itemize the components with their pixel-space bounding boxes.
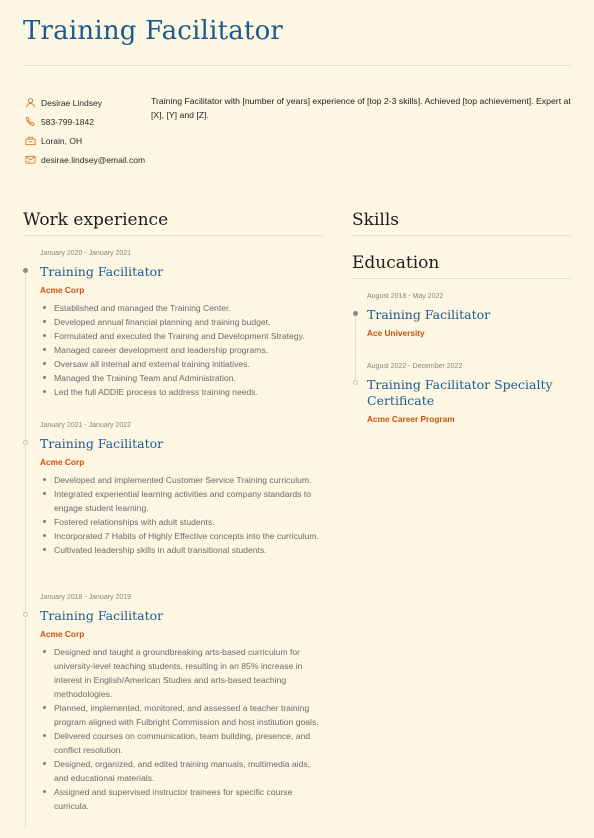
work-entry-title: Training Facilitator — [40, 264, 164, 279]
timeline-dot-current — [353, 311, 358, 316]
timeline-dot — [23, 612, 28, 617]
education-entry-school: Acme Career Program — [367, 414, 455, 424]
list-item: Cultivated leadership skills in adult transitional students. — [40, 543, 325, 557]
education-divider — [352, 278, 571, 279]
education-heading: Education — [352, 253, 440, 273]
education-entry-title: Training Facilitator Specialty Certificate — [367, 377, 553, 408]
work-entry-date: January 2021 - January 2022 — [40, 422, 132, 429]
work-entry-title: Training Facilitator — [40, 436, 164, 451]
contact-list — [25, 93, 155, 169]
list-item: Delivered courses on communication, team building, presence, and conflict resolution. — [40, 729, 325, 757]
work-entry-1 — [40, 250, 325, 399]
list-item: Managed career development and leadership programs. — [40, 343, 325, 357]
contact-location-text: Lorain, OH — [41, 135, 83, 146]
work-divider — [23, 235, 323, 236]
list-item: Designed, organized, and edited training manuals, multimedia aids, and educational materials. — [40, 757, 325, 785]
contact-email-text[interactable]: desirae.lindsey@email.com — [41, 154, 146, 165]
work-entry-company: Acme Corp — [40, 629, 85, 639]
list-item: Developed and implemented Customer Service Training curriculum. — [40, 473, 325, 487]
work-entry-title: Training Facilitator — [40, 608, 164, 623]
work-entry-bullets — [40, 473, 325, 557]
person-icon — [25, 97, 36, 108]
list-item: Developed annual financial planning and training budget. — [40, 315, 325, 329]
list-item: Managed the Training Team and Administration. — [40, 371, 325, 385]
timeline-dot-current — [23, 268, 28, 273]
work-entry-date: January 2020 - January 2021 — [40, 250, 132, 257]
education-entry-date: August 2022 - December 2022 — [367, 363, 463, 370]
list-item: Planned, implemented, monitored, and assessed a teacher training program aligned with Fulbright Commission and host institution goals. — [40, 701, 325, 729]
work-entry-company: Acme Corp — [40, 285, 85, 295]
list-item: Established and managed the Training Center. — [40, 301, 325, 315]
list-item: Integrated experiential learning activities and company standards to engage student learning. — [40, 487, 325, 515]
summary: Training Facilitator with [number of years] experience of [top 2-3 skills]. Achieved [top achievement]. Expert at [X], [Y] and [Z]. — [151, 96, 571, 120]
contact-phone — [25, 112, 155, 131]
work-entry-company: Acme Corp — [40, 457, 85, 467]
contact-phone-text: 583-799-1842 — [41, 116, 94, 127]
education-entry-1 — [367, 293, 572, 338]
resume-title: Training Facilitator — [23, 16, 284, 46]
education-entry-date: August 2018 - May 2022 — [367, 293, 444, 300]
education-entry-school: Ace University — [367, 328, 425, 338]
skills-divider — [352, 235, 571, 236]
email-icon — [25, 154, 36, 165]
contact-location — [25, 131, 155, 150]
education-timeline — [355, 313, 356, 385]
list-item: Led the full ADDIE process to address training needs. — [40, 385, 325, 399]
work-entry-3 — [40, 594, 325, 813]
work-entry-2 — [40, 422, 325, 557]
location-icon — [25, 135, 36, 146]
education-entry-title: Training Facilitator — [367, 307, 491, 322]
contact-email — [25, 150, 155, 169]
contact-name — [25, 93, 155, 112]
work-entry-date: January 2018 - January 2019 — [40, 594, 132, 601]
work-timeline — [25, 268, 26, 828]
work-entry-bullets — [40, 301, 325, 399]
timeline-dot — [353, 380, 358, 385]
education-entry-2 — [367, 363, 572, 424]
timeline-dot — [23, 440, 28, 445]
phone-icon — [25, 116, 36, 127]
work-entry-bullets — [40, 645, 325, 813]
list-item: Incorporated 7 Habits of Highly Effective concepts into the curriculum. — [40, 529, 325, 543]
list-item: Formulated and executed the Training and Development Strategy. — [40, 329, 325, 343]
work-experience-heading: Work experience — [23, 210, 169, 230]
skills-heading: Skills — [352, 210, 399, 230]
list-item: Designed and taught a groundbreaking arts-based curriculum for university-level teaching students, resulting in an 85% increase in interest in English/American Studies and arts-based teaching methodologies. — [40, 645, 325, 701]
header-divider — [23, 65, 571, 66]
list-item: Fostered relationships with adult students. — [40, 515, 325, 529]
list-item: Oversaw all internal and external training initiatives. — [40, 357, 325, 371]
list-item: Assigned and supervised instructor trainees for specific course curricula. — [40, 785, 325, 813]
contact-name-text: Desirae Lindsey — [41, 97, 102, 108]
